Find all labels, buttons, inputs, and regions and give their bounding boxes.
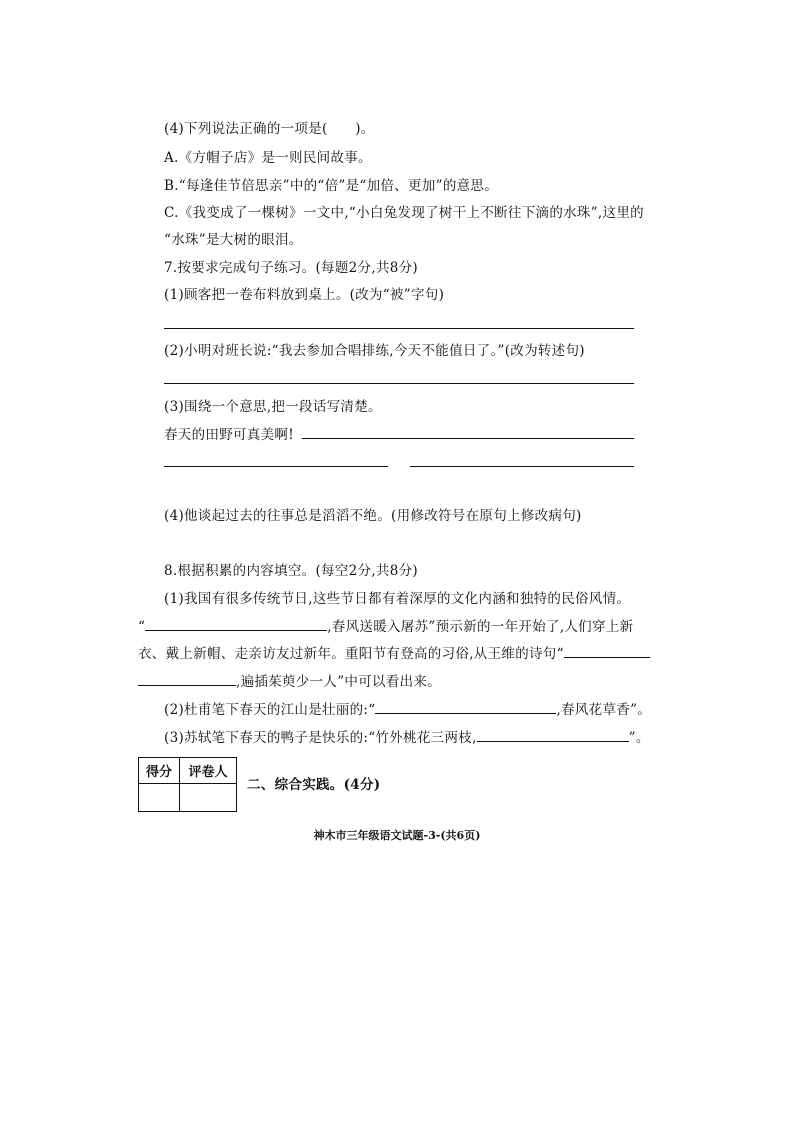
q6-4-option-c-line1: C.《我变成了一棵树》一文中,“小白兔发现了树干上不断往下滴的水珠”,这里的 [164,205,644,221]
q7-item2: (2)小明对班长说:“我去参加合唱排练,今天不能值日了。”(改为转述句) [164,343,585,359]
score-box [138,757,237,812]
q8-item1-line1: (1)我国有很多传统节日,这些节日都有着深厚的文化内涵和独特的民俗风情。 [164,591,631,607]
q8-item3-blank [477,729,629,742]
q8-item2-text-start: (2)杜甫笔下春天的江山是壮丽的:“ [164,702,376,718]
q6-4-option-a: A.《方帽子店》是一则民间故事。 [164,150,372,166]
q7-item3-answer-line-2b [410,466,634,467]
page-footer: 神木市三年级语文试题-3-(共6页) [313,829,481,842]
score-cell [139,784,180,812]
q7-item2-answer-line [164,383,634,384]
q8-item2 [164,701,651,719]
q8-item1-line4 [138,673,441,691]
q7-heading: 7.按要求完成句子练习。(每题2分,共8分) [164,260,418,276]
q8-heading: 8.根据积累的内容填空。(每空2分,共8分) [164,563,418,579]
q8-item3 [164,729,650,747]
q8-item3-text-end: ”。 [628,730,650,746]
q8-item1-line2-text: ,春风送暖入屠苏”预示新的一年开始了,人们穿上新 [327,619,634,635]
q8-item1-blank-2b [138,673,236,686]
q7-item3-answer-line-1 [302,438,634,439]
grader-cell [180,784,237,812]
q8-item1-line3 [138,645,650,663]
q7-item3: (3)围绕一个意思,把一段话写清楚。 [164,399,382,415]
q8-item2-blank [375,701,556,714]
q7-item4: (4)他谈起过去的往事总是滔滔不绝。(用修改符号在原句上修改病句) [164,508,582,524]
q8-item1-line3-text: 衣、戴上新帽、走亲访友过新年。重阳节有登高的习俗,从王维的诗句“ [138,646,564,662]
score-label: 得分 [139,758,180,784]
q6-4-option-b: B.“每逢佳节倍思亲”中的“倍”是“加倍、更加”的意思。 [164,178,499,194]
q7-item3-answer-line-2a [164,466,388,467]
grader-label: 评卷人 [180,758,237,784]
q6-4-option-c-line2: “水珠”是大树的眼泪。 [164,232,303,248]
q8-item1-blank-1 [145,618,327,631]
q7-item1: (1)顾客把一卷布料放到桌上。(改为“被”字句) [164,287,445,303]
q8-item3-text-start: (3)苏轼笔下春天的鸭子是快乐的:“竹外桃花三两枝, [164,730,477,746]
section2-title: 二、综合实践。(4分) [247,777,381,793]
q7-item3-start: 春天的田野可真美啊! [164,427,294,443]
q8-item1-line2 [138,618,633,636]
q7-item1-answer-line [164,328,634,329]
q6-4-stem: (4)下列说法正确的一项是( )。 [164,121,375,137]
q8-item1-line4-text: ,遍插茱萸少一人”中可以看出来。 [236,674,441,690]
q8-item1-open-quote: “ [138,619,146,635]
q8-item1-blank-2a [564,645,650,658]
q8-item2-text-end: ,春风花草香”。 [556,702,652,718]
